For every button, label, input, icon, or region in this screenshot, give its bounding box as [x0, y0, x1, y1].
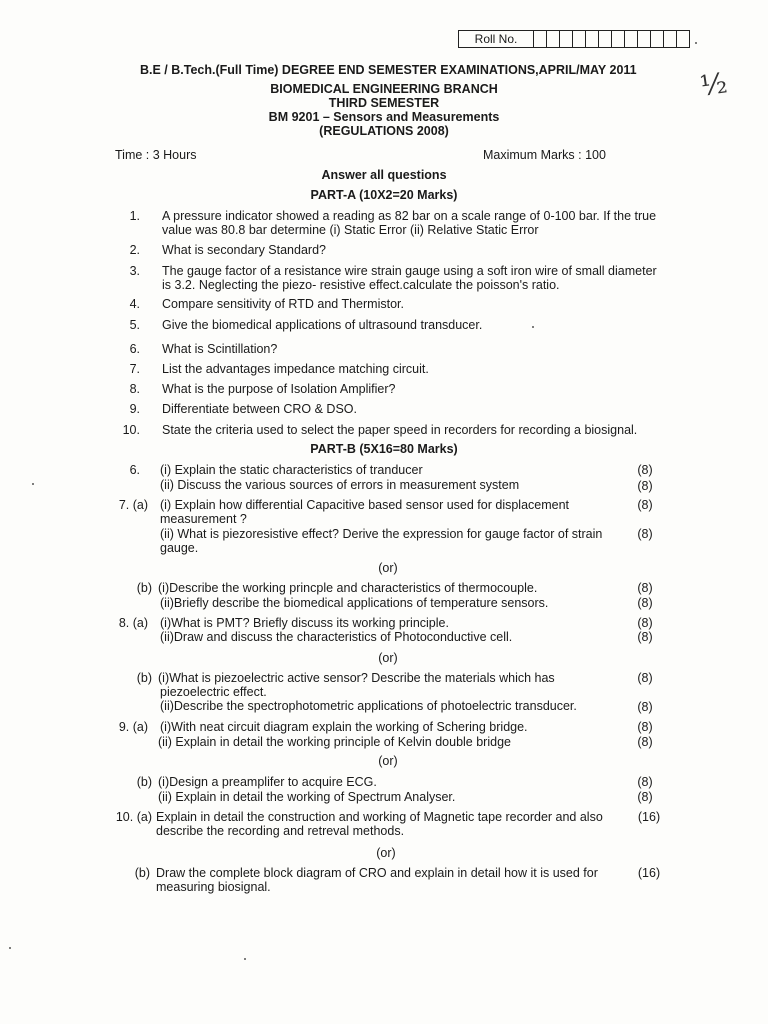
question-number: (b): [136, 581, 152, 595]
question-marks: (8): [637, 596, 653, 610]
question-text: measuring biosignal.: [156, 880, 271, 894]
question-text: (i)What is piezoelectric active sensor? Describe the materials which has: [158, 671, 555, 685]
question-text: piezoelectric effect.: [160, 685, 267, 699]
question-text: (ii) Discuss the various sources of errors in measurement system: [160, 478, 520, 492]
question-marks: (8): [637, 720, 653, 734]
question-marks: (8): [637, 671, 653, 685]
roll-number-cell: [534, 31, 547, 47]
question-text: What is Scintillation?: [162, 342, 278, 356]
roll-number-cell: [586, 31, 599, 47]
roll-number-cell: [638, 31, 651, 47]
question-marks: (8): [637, 700, 653, 714]
question-text: What is secondary Standard?: [162, 243, 326, 257]
roll-number-cell: [677, 31, 689, 47]
roll-number-cell: [599, 31, 612, 47]
question-number: (b): [134, 866, 150, 880]
question-marks: (8): [637, 498, 653, 512]
or-separator: (or): [376, 846, 396, 860]
or-separator: (or): [378, 754, 398, 768]
question-text: Draw the complete block diagram of CRO and explain in detail how it is used for: [156, 866, 598, 880]
question-marks: (8): [637, 581, 653, 595]
question-number: 9. (a): [118, 720, 148, 734]
question-text: (i) Explain the static characteristics of tranducer: [160, 463, 423, 477]
question-text: A pressure indicator showed a reading as 82 bar on a scale range of 0-100 bar. If the true: [162, 209, 657, 223]
exam-title: B.E / B.Tech.(Full Time) DEGREE END SEMESTER EXAMINATIONS,APRIL/MAY 2011: [140, 63, 637, 77]
question-number: 10.: [122, 423, 140, 437]
question-marks: (8): [637, 479, 653, 493]
question-text: (i)What is PMT? Briefly discuss its working principle.: [160, 616, 449, 630]
question-marks: (8): [637, 735, 653, 749]
question-marks: (16): [637, 866, 661, 880]
question-text: What is the purpose of Isolation Amplifier?: [162, 382, 396, 396]
question-text: (ii) Explain in detail the working principle of Kelvin double bridge: [158, 735, 511, 749]
question-text: is 3.2. Neglecting the piezo- resistive effect.calculate the poisson's ratio.: [162, 278, 560, 292]
question-text: Explain in detail the construction and working of Magnetic tape recorder and also: [156, 810, 603, 824]
question-marks: (8): [637, 630, 653, 644]
question-text: (i)With neat circuit diagram explain the working of Schering bridge.: [160, 720, 528, 734]
question-text: (i)Describe the working princple and characteristics of thermocouple.: [158, 581, 538, 595]
question-number: 8. (a): [118, 616, 148, 630]
question-text: (ii)Describe the spectrophotometric applications of photoelectric transducer.: [160, 699, 577, 713]
course-title: BM 9201 – Sensors and Measurements: [268, 110, 500, 124]
question-number: 9.: [129, 402, 140, 416]
question-text: (ii) What is piezoresistive effect? Derive the expression for gauge factor of strain: [160, 527, 603, 541]
roll-number-cell: [625, 31, 638, 47]
handwritten-mark: ½: [697, 66, 730, 103]
roll-number-cell: [664, 31, 677, 47]
question-number: 10. (a): [115, 810, 152, 824]
question-text: (ii)Briefly describe the biomedical applications of temperature sensors.: [160, 596, 549, 610]
roll-number-cell: [651, 31, 664, 47]
question-number: 5.: [129, 318, 140, 332]
instruction: Answer all questions: [321, 168, 447, 182]
or-separator: (or): [378, 651, 398, 665]
question-number: 3.: [129, 264, 140, 278]
question-text: List the advantages impedance matching circuit.: [162, 362, 429, 376]
scan-speck: [9, 947, 11, 949]
question-number: 2.: [129, 243, 140, 257]
branch-title: BIOMEDICAL ENGINEERING BRANCH: [270, 82, 498, 96]
semester-title: THIRD SEMESTER: [328, 96, 440, 110]
question-number: (b): [136, 775, 152, 789]
roll-number-cell: [612, 31, 625, 47]
scan-speck: [532, 326, 534, 328]
question-text: (i)Design a preamplifer to acquire ECG.: [158, 775, 377, 789]
roll-number-cell: [573, 31, 586, 47]
question-number: 4.: [129, 297, 140, 311]
question-number: 6.: [129, 342, 140, 356]
question-marks: (8): [637, 775, 653, 789]
question-text: (ii)Draw and discuss the characteristics of Photoconductive cell.: [160, 630, 513, 644]
question-text: describe the recording and retreval methods.: [156, 824, 405, 838]
question-marks: (8): [637, 527, 653, 541]
part-b-title: PART-B (5X16=80 Marks): [310, 442, 458, 456]
question-text: The gauge factor of a resistance wire strain gauge using a soft iron wire of small diameter: [162, 264, 657, 278]
part-a-title: PART-A (10X2=20 Marks): [310, 188, 458, 202]
question-text: Give the biomedical applications of ultrasound transducer.: [162, 318, 483, 332]
max-marks: Maximum Marks : 100: [483, 148, 606, 162]
question-number: 7.: [129, 362, 140, 376]
question-marks: (16): [637, 810, 661, 824]
roll-number-cell: [560, 31, 573, 47]
roll-number-label: Roll No.: [459, 31, 534, 47]
question-marks: (8): [637, 616, 653, 630]
exam-time: Time : 3 Hours: [115, 148, 197, 162]
question-text: State the criteria used to select the paper speed in recorders for recording a biosignal.: [162, 423, 638, 437]
question-text: gauge.: [160, 541, 199, 555]
question-text: measurement ?: [160, 512, 247, 526]
question-number: (b): [136, 671, 152, 685]
question-number: 7. (a): [118, 498, 148, 512]
roll-number-box: [458, 30, 690, 48]
roll-number-cell: [547, 31, 560, 47]
question-marks: (8): [637, 463, 653, 477]
question-marks: (8): [637, 790, 653, 804]
question-number: 8.: [129, 382, 140, 396]
question-text: Compare sensitivity of RTD and Thermistor.: [162, 297, 404, 311]
question-number: 1.: [129, 209, 140, 223]
question-text: (i) Explain how differential Capacitive based sensor used for displacement: [160, 498, 570, 512]
scan-speck: [695, 42, 697, 44]
scan-speck: [244, 958, 246, 960]
question-text: value was 80.8 bar determine (i) Static Error (ii) Relative Static Error: [162, 223, 539, 237]
question-number: 6.: [129, 463, 140, 477]
regulations-title: (REGULATIONS 2008): [319, 124, 449, 138]
scan-speck: [32, 483, 34, 485]
or-separator: (or): [378, 561, 398, 575]
question-text: (ii) Explain in detail the working of Spectrum Analyser.: [158, 790, 456, 804]
question-text: Differentiate between CRO & DSO.: [162, 402, 357, 416]
